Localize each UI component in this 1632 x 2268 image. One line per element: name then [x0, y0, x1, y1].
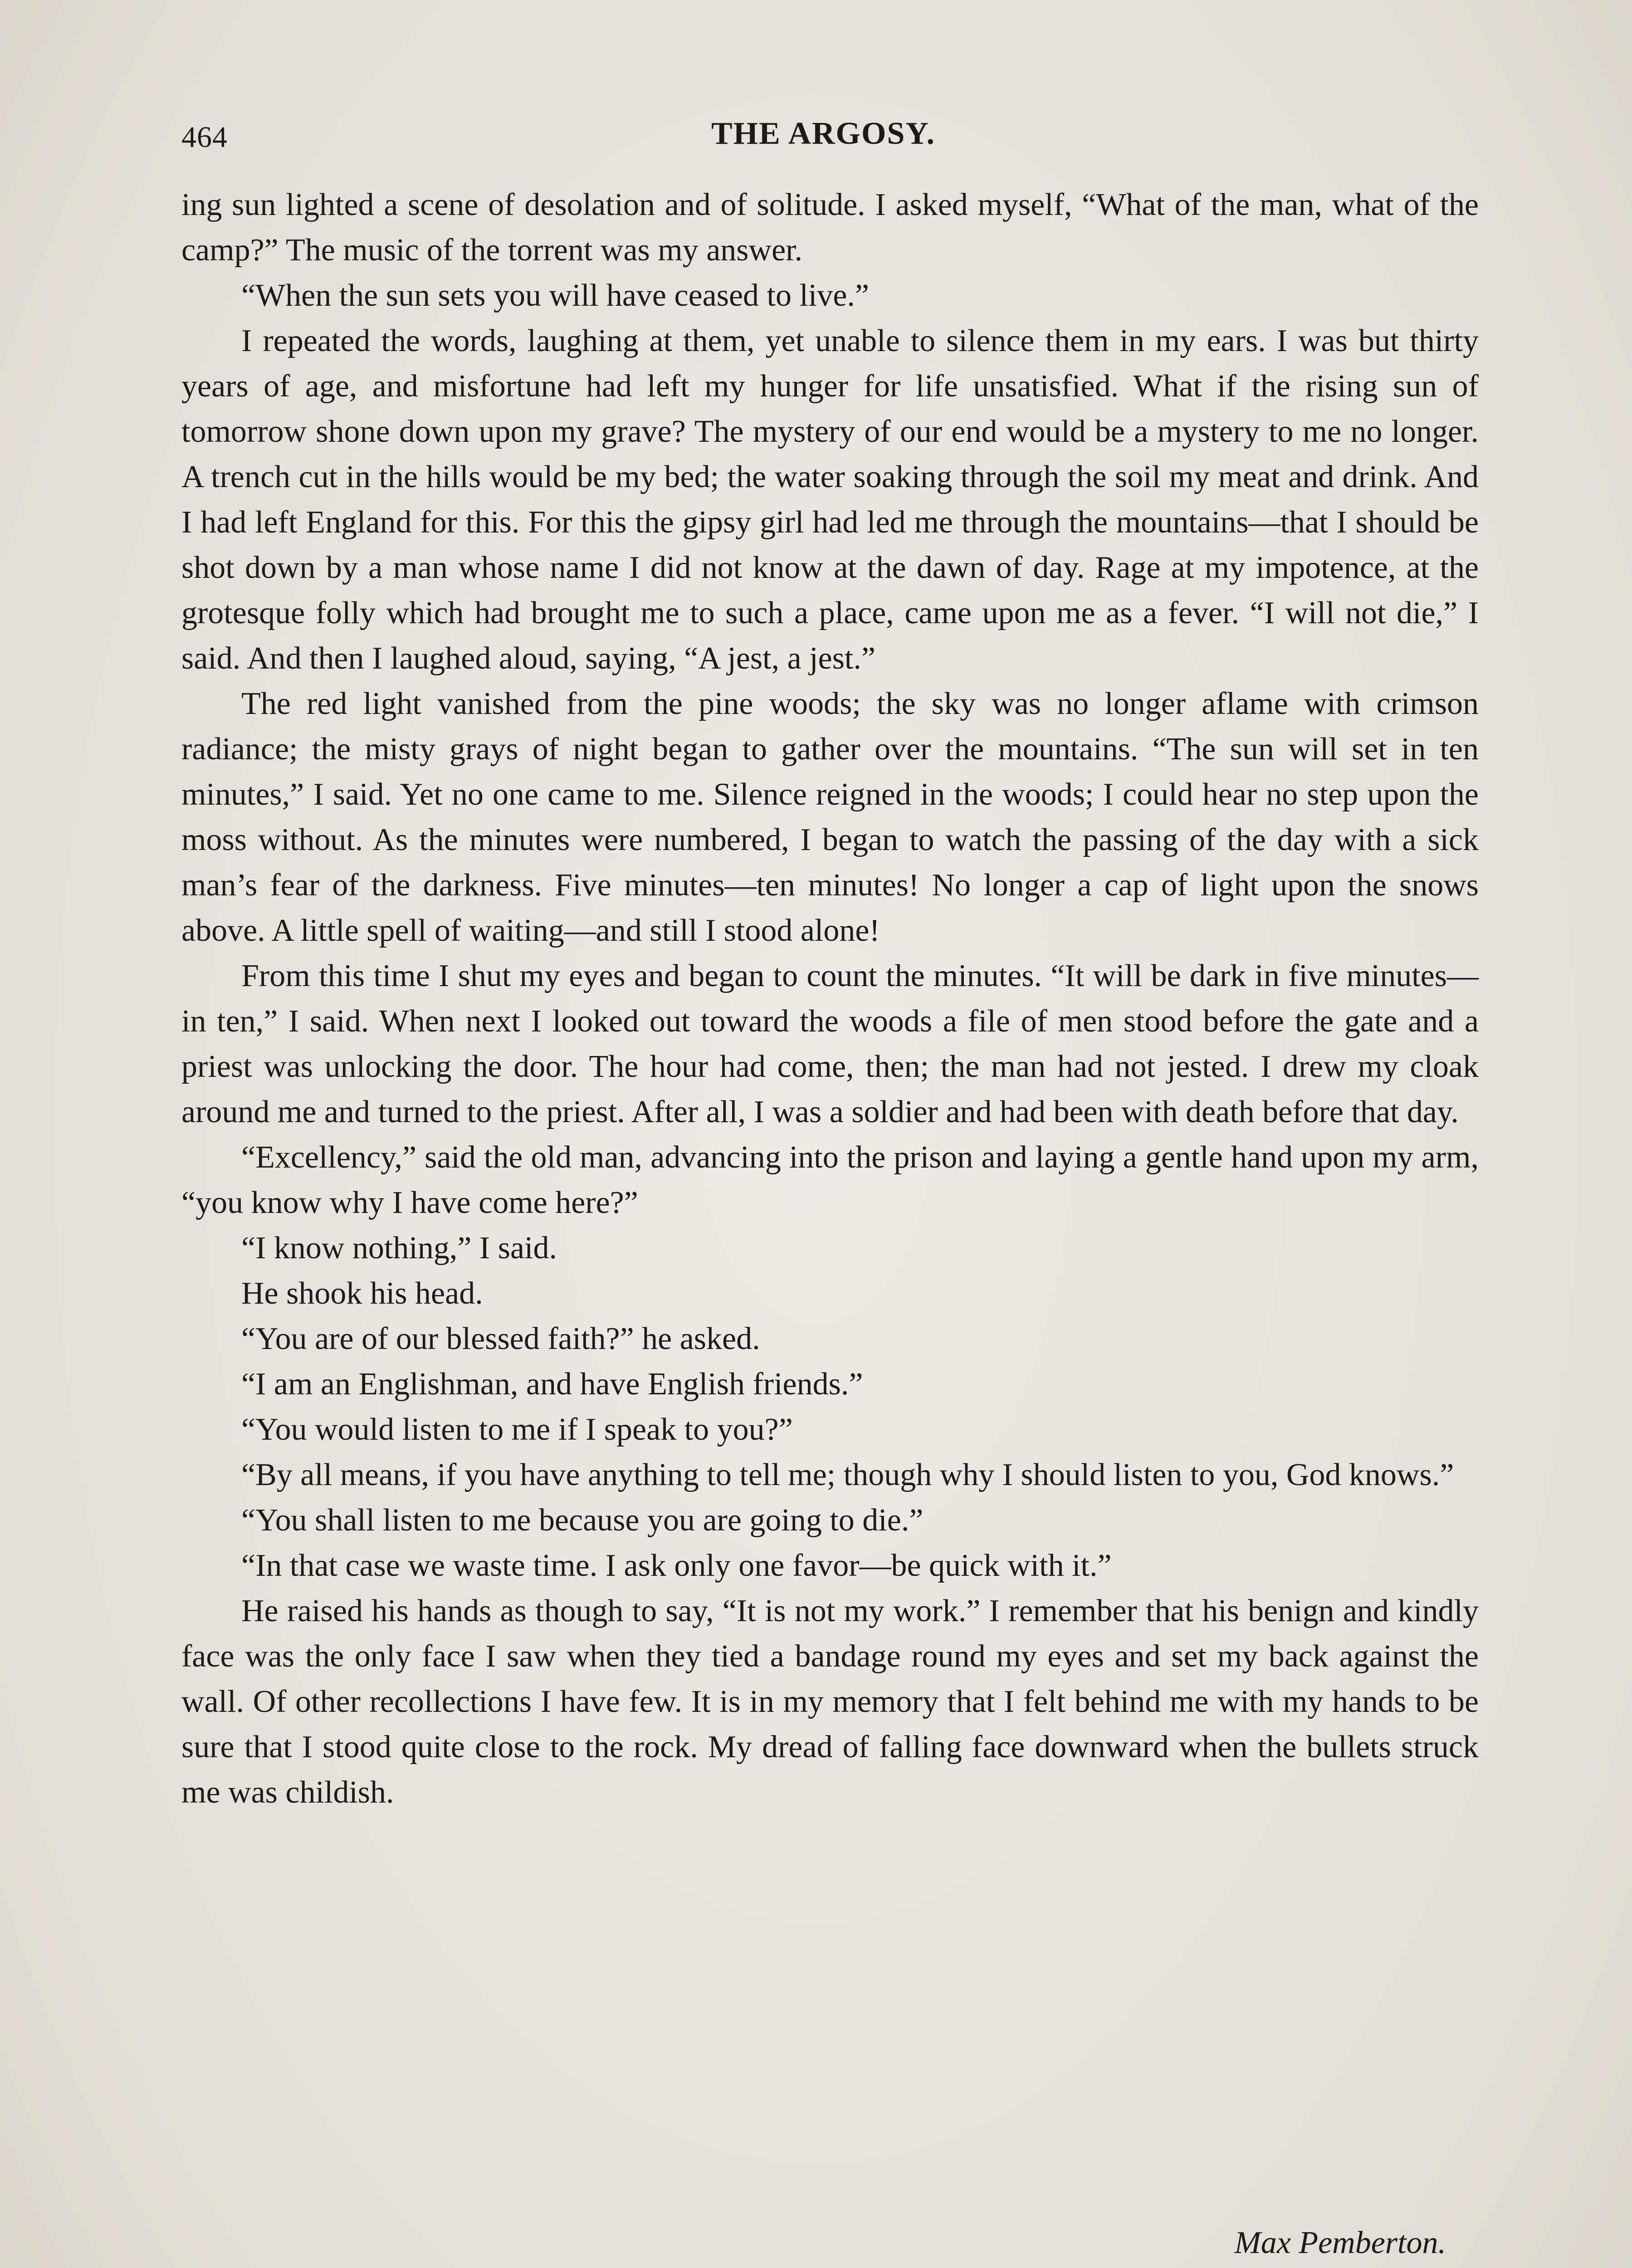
paragraph: “You shall listen to me because you are going to die.”: [241, 1503, 923, 1538]
paragraph: “You would listen to me if I speak to you?”: [241, 1412, 793, 1447]
paragraph: He raised his hands as though to say, “It is not my work.” I remember that his benign and kindly face was the only face I saw when they tied a bandage round my eyes and set my back against the wall. Of other recollections I have few. It is in my memory that I felt behind me with my hands to be sure that I stood quite close to the rock. My dread of falling face downward when the bullets struck me was childish.: [181, 1593, 1479, 1810]
paragraph: ing sun lighted a scene of desolation and of solitude. I asked myself, “What of the man, what of the camp?” The music of the torrent was my answer.: [181, 187, 1479, 268]
paragraph: “You are of our blessed faith?” he asked.: [241, 1321, 760, 1356]
page-header: [181, 116, 1465, 166]
paragraph: From this time I shut my eyes and began to count the minutes. “It will be dark in five minutes—in ten,” I said. When next I looked out toward the woods a file of men stood before the gate and a priest was unlocking the door. The hour had come, then; the man had not jested. I drew my cloak around me and turned to the priest. After all, I was a soldier and had been with death before that day.: [181, 958, 1479, 1129]
paragraph: “By all means, if you have anything to tell me; though why I should listen to you, God knows.”: [241, 1457, 1454, 1492]
paragraph: I repeated the words, laughing at them, yet unable to silence them in my ears. I was but thirty years of age, and misfortune had left my hunger for life unsatisfied. What if the rising sun of tomorrow shone down upon my grave? The mystery of our end would be a mystery to me no longer. A trench cut in the hills would be my bed; the water soaking through the soil my meat and drink. And I had left England for this. For this the gipsy girl had led me through the mountains—that I should be shot down by a man whose name I did not know at the dawn of day. Rage at my impotence, at the grotesque folly which had brought me to such a place, came upon me as a fever. “I will not die,” I said. And then I laughed aloud, saying, “A jest, a jest.”: [181, 323, 1479, 676]
author-signature: Max Pemberton.: [1234, 2225, 1446, 2260]
paragraph: He shook his head.: [241, 1276, 483, 1311]
page-number: 464: [181, 121, 228, 154]
paragraph: “I am an Englishman, and have English friends.”: [241, 1367, 863, 1402]
paragraph: The red light vanished from the pine woods; the sky was no longer aflame with crimson radiance; the misty grays of night began to gather over the mountains. “The sun will set in ten minutes,” I said. Yet no one came to me. Silence reigned in the woods; I could hear no step upon the moss without. As the minutes were numbered, I began to watch the passing of the day with a sick man’s fear of the darkness. Five minutes—ten minutes! No longer a cap of light upon the snows above. A little spell of waiting—and still I stood alone!: [181, 686, 1479, 948]
paragraph: “I know nothing,” I said.: [241, 1231, 557, 1266]
paragraph: “When the sun sets you will have ceased to live.”: [241, 278, 870, 313]
story-text: [181, 182, 1479, 1815]
paragraph: “Excellency,” said the old man, advancing into the prison and laying a gentle hand upon my arm, “you know why I have come here?”: [181, 1140, 1479, 1220]
paragraph: “In that case we waste time. I ask only one favor—be quick with it.”: [241, 1548, 1112, 1583]
running-title: THE ARGOSY.: [711, 116, 936, 151]
